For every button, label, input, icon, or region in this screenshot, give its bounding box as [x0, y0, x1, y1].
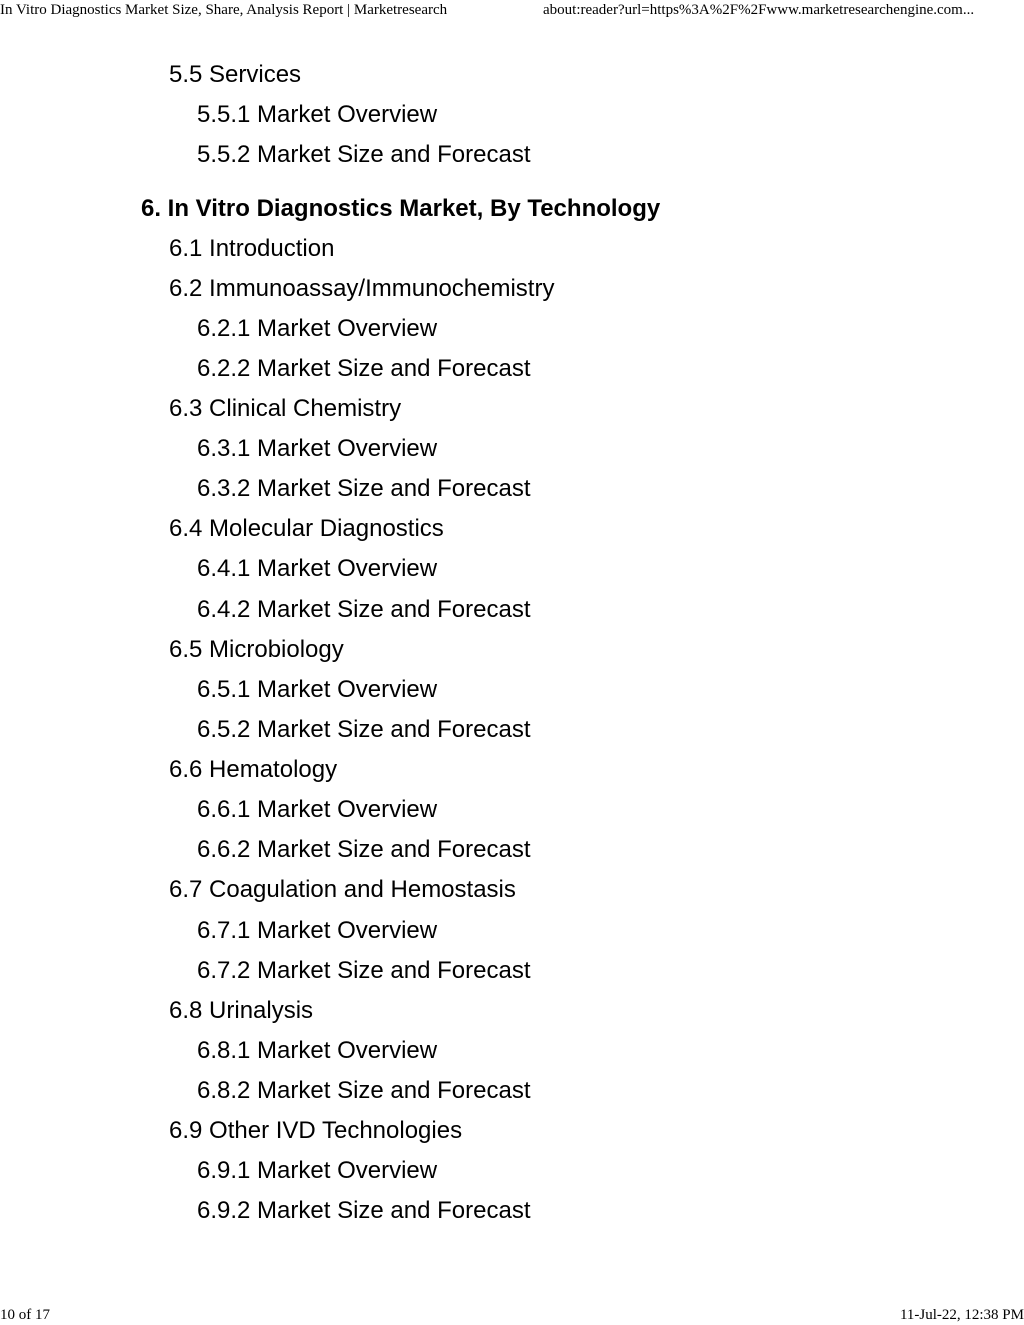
toc-entry: 6.2 Immunoassay/Immunochemistry — [169, 275, 555, 302]
toc-entry: 6.1 Introduction — [169, 235, 335, 262]
toc-entry: 6.4 Molecular Diagnostics — [169, 515, 444, 542]
toc-entry: 5.5.1 Market Overview — [197, 101, 438, 128]
toc-entry: 6.9.1 Market Overview — [197, 1157, 438, 1184]
toc-entry: 6.6.1 Market Overview — [197, 796, 438, 823]
page-title: In Vitro Diagnostics Market Size, Share, Analysis Report | Marketresearch — [0, 2, 448, 18]
toc-entry: 6.8 Urinalysis — [169, 997, 314, 1024]
page-number: 10 of 17 — [0, 1307, 50, 1323]
toc-entry: 6.3 Clinical Chemistry — [169, 395, 402, 422]
toc-entry: 6.5.1 Market Overview — [197, 676, 438, 703]
toc-entry: 6.9.2 Market Size and Forecast — [197, 1197, 531, 1224]
toc-entry: 6.8.1 Market Overview — [197, 1037, 438, 1064]
toc-entry: 5.5.2 Market Size and Forecast — [197, 141, 531, 168]
toc-entry: 6.6.2 Market Size and Forecast — [197, 836, 531, 863]
toc-entry: 6.7 Coagulation and Hemostasis — [169, 876, 516, 903]
toc-entry: 6.3.2 Market Size and Forecast — [197, 475, 531, 502]
toc-entry: 6.7.1 Market Overview — [197, 917, 438, 944]
toc-entry: 6.2.1 Market Overview — [197, 315, 438, 342]
toc-entry: 6.6 Hematology — [169, 756, 338, 783]
toc-entry: 6.2.2 Market Size and Forecast — [197, 355, 531, 382]
toc-entry: 6.4.2 Market Size and Forecast — [197, 596, 531, 623]
print-datetime: 11-Jul-22, 12:38 PM — [899, 1307, 1024, 1323]
toc-entry: 6.8.2 Market Size and Forecast — [197, 1077, 531, 1104]
print-footer — [0, 1305, 1024, 1325]
toc-entry: 6.5 Microbiology — [169, 636, 344, 663]
toc-entry: 6.5.2 Market Size and Forecast — [197, 716, 531, 743]
page-url: about:reader?url=https%3A%2F%2Fwww.marketresearchengine.com... — [543, 2, 975, 18]
toc-entry: 6.4.1 Market Overview — [197, 555, 438, 582]
toc-entry: 6.7.2 Market Size and Forecast — [197, 957, 531, 984]
toc-entry: 6.9 Other IVD Technologies — [169, 1117, 463, 1144]
print-header — [0, 0, 1024, 20]
section-heading: 6. In Vitro Diagnostics Market, By Technology — [141, 195, 661, 222]
toc-entry: 5.5 Services — [169, 61, 302, 88]
toc-entry: 6.3.1 Market Overview — [197, 435, 438, 462]
